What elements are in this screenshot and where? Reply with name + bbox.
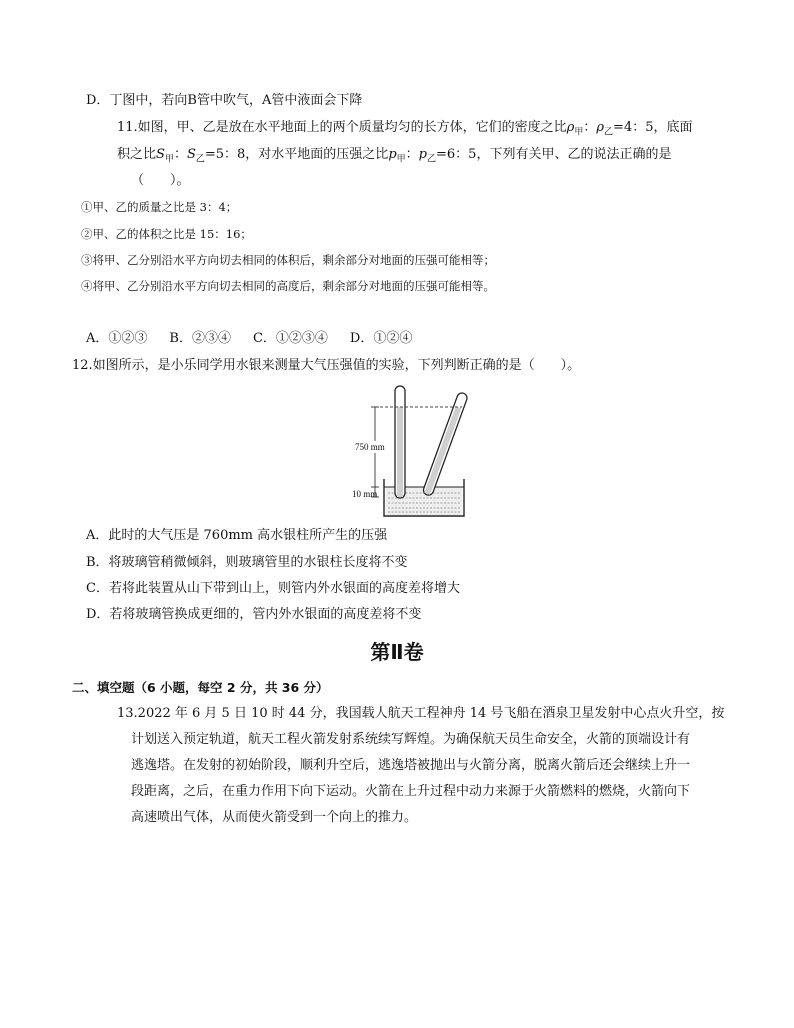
label-750mm: 750 mm: [355, 442, 385, 452]
q12-option-a[interactable]: A．此时的大气压是 760mm 高水银柱所产生的压强: [86, 528, 388, 543]
q12-option-c[interactable]: C．若将此装置从山下带到山上，则管内外水银面的高度差将增大: [86, 581, 460, 596]
q12-option-b[interactable]: B．将玻璃管稍微倾斜，则玻璃管里的水银柱长度将不变: [86, 555, 408, 570]
q11-choice-b[interactable]: B．②③④: [169, 331, 231, 346]
q10-option-d: D．丁图中，若向B管中吹气，A管中液面会下降: [86, 93, 363, 108]
part2-title: 第Ⅱ卷: [370, 640, 424, 664]
q11-stem-line3: （ ）。: [131, 173, 190, 188]
q12-option-d[interactable]: D．若将玻璃管换成更细的，管内外水银面的高度差将不变: [86, 607, 422, 622]
q11-statement-1: ①甲、乙的质量之比是 3：4；: [81, 200, 238, 214]
q13-line-3: 逃逸塔。在发射的初始阶段，顺利升空后，逃逸塔被抛出与火箭分离，脱离火箭后还会继续上升一: [131, 758, 691, 773]
q11-choice-c[interactable]: C．①②③④: [252, 331, 328, 346]
barometer-figure: [350, 383, 475, 518]
q13-line-5: 高速喷出气体，从而使火箭受到一个向上的推力。: [131, 810, 418, 825]
q13-line-4: 段距离，之后，在重力作用下向下运动。火箭在上升过程中动力来源于火箭燃料的燃烧，火箭向下: [131, 784, 691, 799]
section-heading: 二、填空题（6 小题，每空 2 分，共 36 分）: [72, 680, 329, 695]
label-10mm: 10 mm: [352, 489, 378, 499]
q13-line-2: 计划送入预定轨道，航天工程火箭发射系统续写辉煌。为确保航天员生命安全，火箭的顶端设计有: [131, 732, 691, 747]
q11-choice-d[interactable]: D．①②④: [349, 331, 413, 346]
q11-statement-4: ④将甲、乙分别沿水平方向切去相同的高度后，剩余部分对地面的压强可能相等。: [81, 279, 495, 293]
q12-stem: 12.如图所示，是小乐同学用水银来测量大气压强值的实验，下列判断正确的是（ ）。: [72, 358, 581, 373]
q11-statement-3: ③将甲、乙分别沿水平方向切去相同的体积后，剩余部分对地面的压强可能相等；: [81, 253, 495, 267]
q13-line-1: 13.2022 年 6 月 5 日 10 时 44 分，我国载人航天工程神舟 14 号飞船在酒泉卫星发射中心点火升空，按: [117, 706, 725, 721]
q11-choice-a[interactable]: A．①②③: [86, 331, 148, 346]
q11-stem-line2: 积之比$S_甲$：$S_乙=5$：8，对水平地面的压强之比$p_甲$：$p_乙=6$：5，下列有关甲、乙的说法正确的是: [117, 147, 672, 165]
vertical-tube: [395, 386, 405, 498]
q11-stem-line1: 11.如图，甲、乙是放在水平地面上的两个质量均匀的长方体，它们的密度之比$\rho_甲$：$\rho_乙=4$：5，底面: [117, 120, 693, 138]
q11-choices: [86, 330, 434, 348]
q11-statement-2: ②甲、乙的体积之比是 15：16；: [81, 227, 252, 241]
